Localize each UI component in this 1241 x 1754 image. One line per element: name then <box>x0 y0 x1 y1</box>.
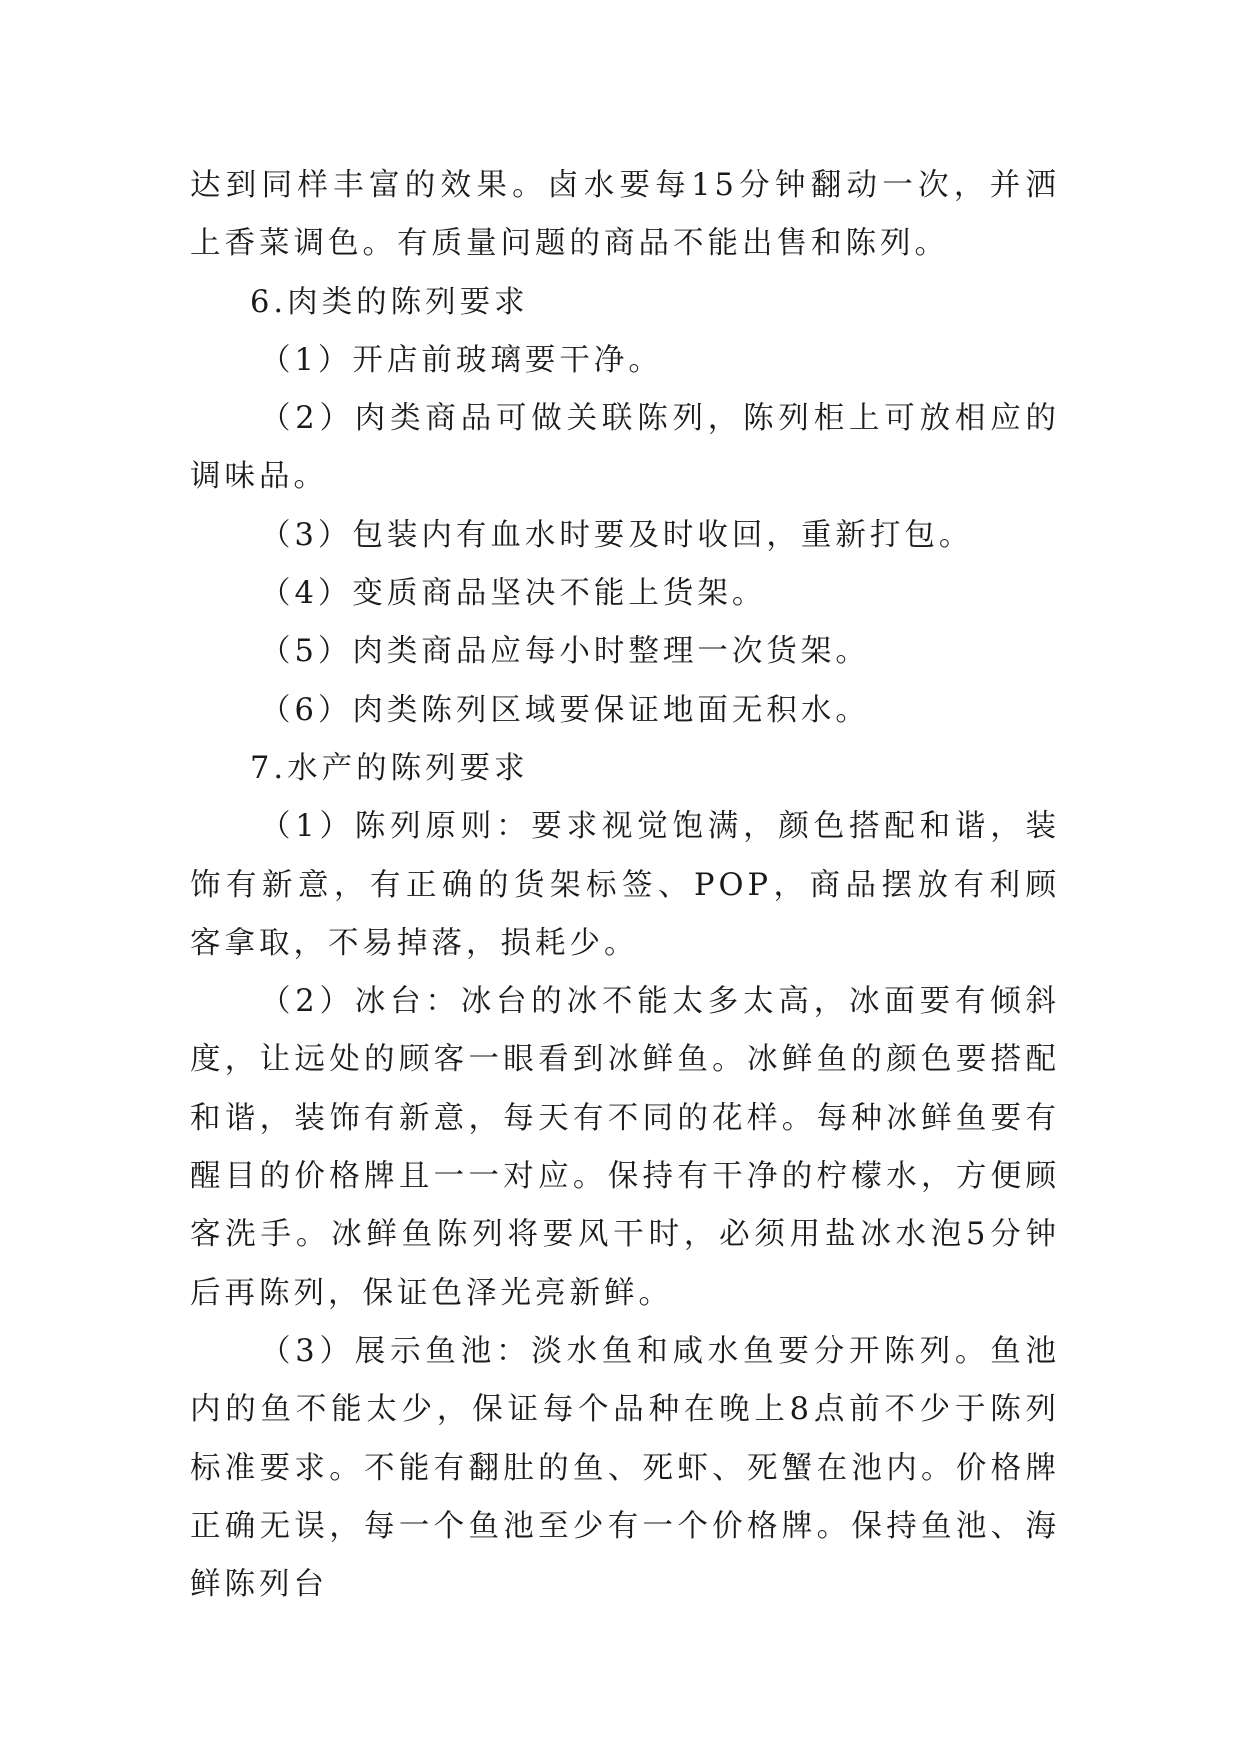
seafood-item-1: （1）陈列原则：要求视觉饱满，颜色搭配和谐，装饰有新意，有正确的货架标签、POP，商品摆放有利顾客拿取，不易掉落，损耗少。 <box>190 809 1060 961</box>
seafood-item-2: （2）冰台：冰台的冰不能太多太高，冰面要有倾斜度，让远处的顾客一眼看到冰鲜鱼。冰鲜鱼的颜色要搭配和谐，装饰有新意，每天有不同的花样。每种冰鲜鱼要有醒目的价格牌且一一对应。保持有干净的柠檬水，方便顾客洗手。冰鲜鱼陈列将要风干时，必须用盐冰水泡5分钟后再陈列，保证色泽光亮新鲜。 <box>190 984 1060 1311</box>
meat-item-6: （6）肉类陈列区域要保证地面无积水。 <box>260 692 870 728</box>
meat-item-3: （3）包装内有血水时要及时收回，重新打包。 <box>260 517 974 553</box>
meat-item-5: （5）肉类商品应每小时整理一次货架。 <box>260 634 870 670</box>
body-text <box>190 157 1060 1614</box>
meat-item-1: （1）开店前玻璃要干净。 <box>260 342 663 378</box>
meat-item-2: （2）肉类商品可做关联陈列，陈列柜上可放相应的调味品。 <box>190 401 1060 495</box>
seafood-item-3: （3）展示鱼池：淡水鱼和咸水鱼要分开陈列。鱼池内的鱼不能太少，保证每个品种在晚上8点前不少于陈列标准要求。不能有翻肚的鱼、死虾、死蟹在池内。价格牌正确无误，每一个鱼池至少有一个价格牌。保持鱼池、海鲜陈列台 <box>190 1333 1060 1603</box>
meat-item-4: （4）变质商品坚决不能上货架。 <box>260 576 767 612</box>
paragraph-continuation: 达到同样丰富的效果。卤水要每15分钟翻动一次，并洒上香菜调色。有质量问题的商品不能出售和陈列。 <box>190 168 1060 262</box>
section-heading-seafood: 7.水产的陈列要求 <box>250 750 529 786</box>
section-heading-meat: 6.肉类的陈列要求 <box>250 284 529 320</box>
